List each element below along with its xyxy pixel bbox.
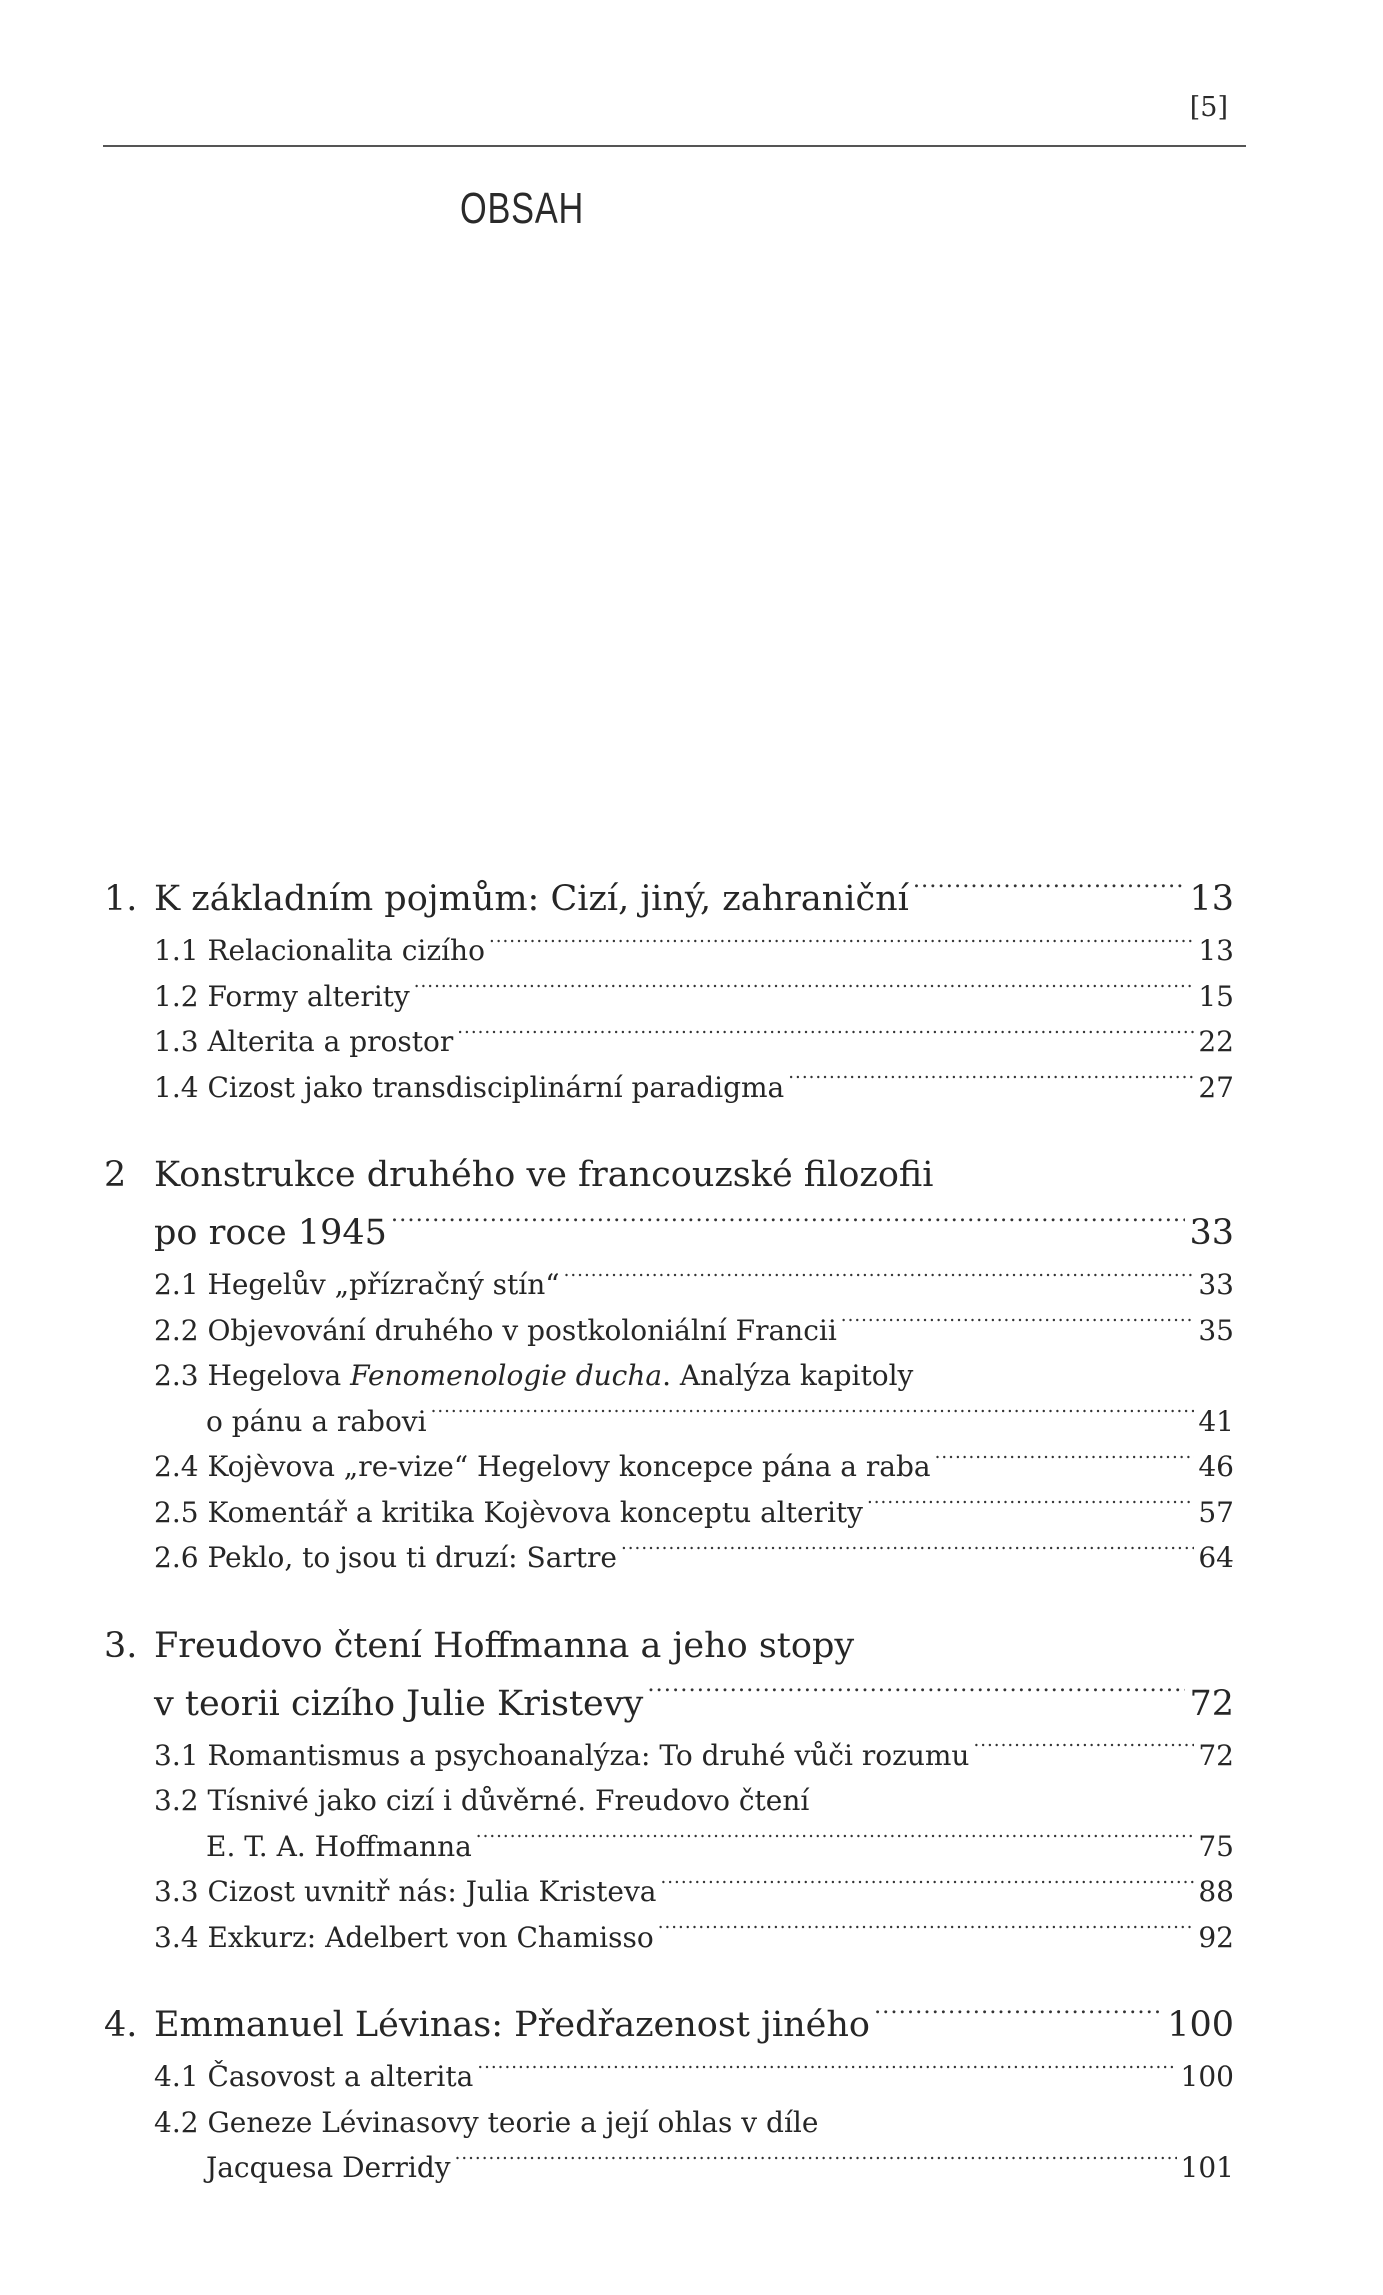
dot-leader: [457, 1023, 1194, 1051]
toc-section-entry-line2[interactable]: [104, 2145, 1234, 2191]
page-ref: 72: [1189, 1683, 1234, 1724]
page-ref: 101: [1180, 2151, 1234, 2184]
section-title: [154, 1308, 837, 1354]
section-title: [154, 1444, 931, 1490]
dot-leader: [788, 1069, 1194, 1097]
toc-section-entry[interactable]: [104, 1869, 1234, 1915]
toc-section-entry[interactable]: [104, 974, 1234, 1020]
section-title: [154, 1262, 560, 1308]
section-number: 2.1: [154, 1268, 199, 1301]
page-ref: 35: [1198, 1313, 1234, 1347]
dot-leader: [867, 1494, 1194, 1522]
section-title: [154, 974, 410, 1020]
toc-section-entry[interactable]: [104, 1535, 1234, 1581]
section-title-continued: o pánu a rabovi: [206, 1404, 427, 1438]
section-title: [154, 928, 485, 974]
page-ref: 33: [1198, 1268, 1234, 1301]
section-number: 2.6: [154, 1541, 199, 1574]
section-title: [154, 1535, 617, 1581]
page-ref: 22: [1198, 1025, 1234, 1058]
section-number: 3.1: [154, 1738, 199, 1772]
toc-chapter: [104, 1996, 1234, 2191]
dot-leader: [973, 1737, 1194, 1765]
header-rule: [103, 145, 1246, 147]
page-ref: 13: [1189, 879, 1234, 919]
toc-chapter-entry-line2[interactable]: [104, 1204, 1234, 1262]
section-number: 2.2: [154, 1313, 199, 1347]
section-title: [154, 1778, 809, 1824]
page-ref: 88: [1198, 1875, 1234, 1908]
page-title: OBSAH: [460, 184, 585, 233]
section-title-text: Relacionalita cizího: [207, 934, 485, 967]
page-ref: 64: [1198, 1541, 1234, 1574]
section-title-text: Kojèvova „re-vize“ Hegelovy koncepce pána a raba: [207, 1450, 931, 1483]
section-title-text: Peklo, to jsou ti druzí: Sartre: [207, 1541, 617, 1574]
page-ref: 72: [1198, 1738, 1234, 1772]
section-title: [154, 1869, 656, 1915]
toc-chapter: [104, 1146, 1234, 1581]
section-number: 3.4: [154, 1920, 199, 1954]
section-title-text: Geneze Lévinasovy teorie a její ohlas v díle: [207, 2105, 819, 2139]
toc-section-entry-line2[interactable]: [104, 1399, 1234, 1445]
dot-leader: [489, 932, 1194, 960]
page-number: [5]: [1189, 92, 1228, 123]
chapter-number: 3.: [104, 1625, 138, 1666]
page-ref: 15: [1198, 979, 1234, 1013]
section-title-text: Cizost jako transdisciplinární paradigma: [207, 1070, 785, 1104]
dot-leader: [913, 875, 1186, 910]
dot-leader: [841, 1312, 1195, 1340]
dot-leader: [935, 1448, 1195, 1476]
dot-leader: [647, 1680, 1185, 1715]
section-number: 2.3: [154, 1359, 199, 1392]
chapter-title: Freudovo čtení Hoffmanna a jeho stopy: [154, 1625, 855, 1666]
toc-section-entry[interactable]: [104, 1262, 1234, 1308]
toc-chapter-entry-line1[interactable]: [104, 1146, 1234, 1204]
section-title-text: Objevování druhého v postkoloniální Francii: [207, 1313, 837, 1347]
page-ref: 57: [1198, 1495, 1234, 1529]
chapter-title: Konstrukce druhého ve francouzské filozofii: [154, 1155, 934, 1195]
toc-section-entry-line1[interactable]: [104, 2100, 1234, 2146]
section-title: [154, 1019, 453, 1065]
page-ref: 27: [1198, 1070, 1234, 1104]
section-number: 3.2: [154, 1784, 199, 1817]
section-title: [154, 1915, 654, 1961]
dot-leader: [621, 1539, 1194, 1567]
dot-leader: [874, 2001, 1163, 2036]
section-title: [154, 2054, 473, 2100]
chapter-title: Emmanuel Lévinas: Předřazenost jiného: [154, 2005, 870, 2045]
section-number: 3.3: [154, 1875, 199, 1908]
toc-section-entry-line1[interactable]: [104, 1778, 1234, 1824]
toc-chapter-entry[interactable]: [104, 870, 1234, 928]
section-title-text: . Analýza kapitoly: [662, 1359, 914, 1392]
chapter-number: 4.: [104, 2005, 138, 2045]
toc-section-entry[interactable]: [104, 928, 1234, 974]
toc-section-entry-line2[interactable]: [104, 1824, 1234, 1870]
dot-leader: [431, 1403, 1195, 1431]
chapter-number: 1.: [104, 879, 138, 919]
toc-chapter-entry[interactable]: [104, 1996, 1234, 2054]
dot-leader: [564, 1266, 1195, 1294]
section-title-text: Tísnivé jako cizí i důvěrné. Freudovo čtení: [207, 1784, 810, 1817]
section-number: 2.5: [154, 1495, 199, 1529]
toc-section-entry[interactable]: [104, 1308, 1234, 1354]
dot-leader: [658, 1919, 1195, 1947]
toc-section-entry[interactable]: [104, 1915, 1234, 1961]
section-title: [154, 1490, 863, 1536]
section-title: [154, 1353, 913, 1399]
section-number: 4.2: [154, 2105, 199, 2139]
section-title-text: Časovost a alterita: [207, 2060, 474, 2093]
section-title-text: Formy alterity: [207, 979, 410, 1013]
section-title: [154, 2100, 818, 2146]
section-title-continued: E. T. A. Hoffmanna: [206, 1829, 472, 1863]
toc-chapter-entry-line2[interactable]: [104, 1675, 1234, 1733]
section-number: 2.4: [154, 1450, 199, 1483]
toc-chapter-entry-line1[interactable]: [104, 1617, 1234, 1675]
page-ref: 33: [1189, 1213, 1234, 1253]
page-ref: 13: [1198, 934, 1234, 967]
section-title-text: Cizost uvnitř nás: Julia Kristeva: [207, 1875, 657, 1908]
dot-leader: [660, 1873, 1194, 1901]
toc-section-entry[interactable]: [104, 1065, 1234, 1111]
toc-chapter: [104, 870, 1234, 1110]
section-title-text: Exkurz: Adelbert von Chamisso: [207, 1920, 654, 1954]
section-number: 1.2: [154, 979, 199, 1013]
dot-leader: [455, 2149, 1177, 2177]
dot-leader: [414, 978, 1195, 1006]
page-ref: 100: [1167, 2005, 1234, 2045]
section-title-continued: Jacquesa Derridy: [206, 2151, 451, 2184]
dot-leader: [391, 1209, 1186, 1244]
page-ref: 41: [1198, 1404, 1234, 1438]
dot-leader: [477, 2058, 1176, 2086]
toc-section-entry[interactable]: [104, 1490, 1234, 1536]
toc-section-entry-line1[interactable]: [104, 1353, 1234, 1399]
section-title-text: Alterita a prostor: [207, 1025, 454, 1058]
chapter-title: K základním pojmům: Cizí, jiný, zahraniční: [154, 879, 909, 919]
page-ref: 75: [1198, 1829, 1234, 1863]
page-ref: 92: [1198, 1920, 1234, 1954]
section-title-text: Hegelova: [207, 1359, 351, 1392]
section-title: [154, 1065, 784, 1111]
section-title: [154, 1733, 969, 1779]
toc-section-entry[interactable]: [104, 1733, 1234, 1779]
dot-leader: [476, 1828, 1195, 1856]
toc-section-entry[interactable]: [104, 1019, 1234, 1065]
toc-chapter: [104, 1617, 1234, 1961]
chapter-title-continued: po roce 1945: [154, 1213, 387, 1253]
page-ref: 46: [1198, 1450, 1234, 1483]
section-number: 1.1: [154, 934, 199, 967]
page-ref: 100: [1180, 2060, 1234, 2093]
section-title-text: Romantismus a psychoanalýza: To druhé vůči rozumu: [207, 1738, 970, 1772]
section-number: 4.1: [154, 2060, 199, 2093]
section-title-text: Komentář a kritika Kojèvova konceptu alterity: [207, 1495, 863, 1529]
book-title: Fenomenologie ducha: [350, 1359, 663, 1392]
table-of-contents: [104, 870, 1234, 2227]
section-number: 1.4: [154, 1070, 199, 1104]
toc-section-entry[interactable]: [104, 2054, 1234, 2100]
section-number: 1.3: [154, 1025, 199, 1058]
toc-section-entry[interactable]: [104, 1444, 1234, 1490]
chapter-number: 2: [104, 1155, 127, 1195]
chapter-title-continued: v teorii cizího Julie Kristevy: [154, 1683, 644, 1724]
section-title-text: Hegelův „přízračný stín“: [207, 1268, 560, 1301]
